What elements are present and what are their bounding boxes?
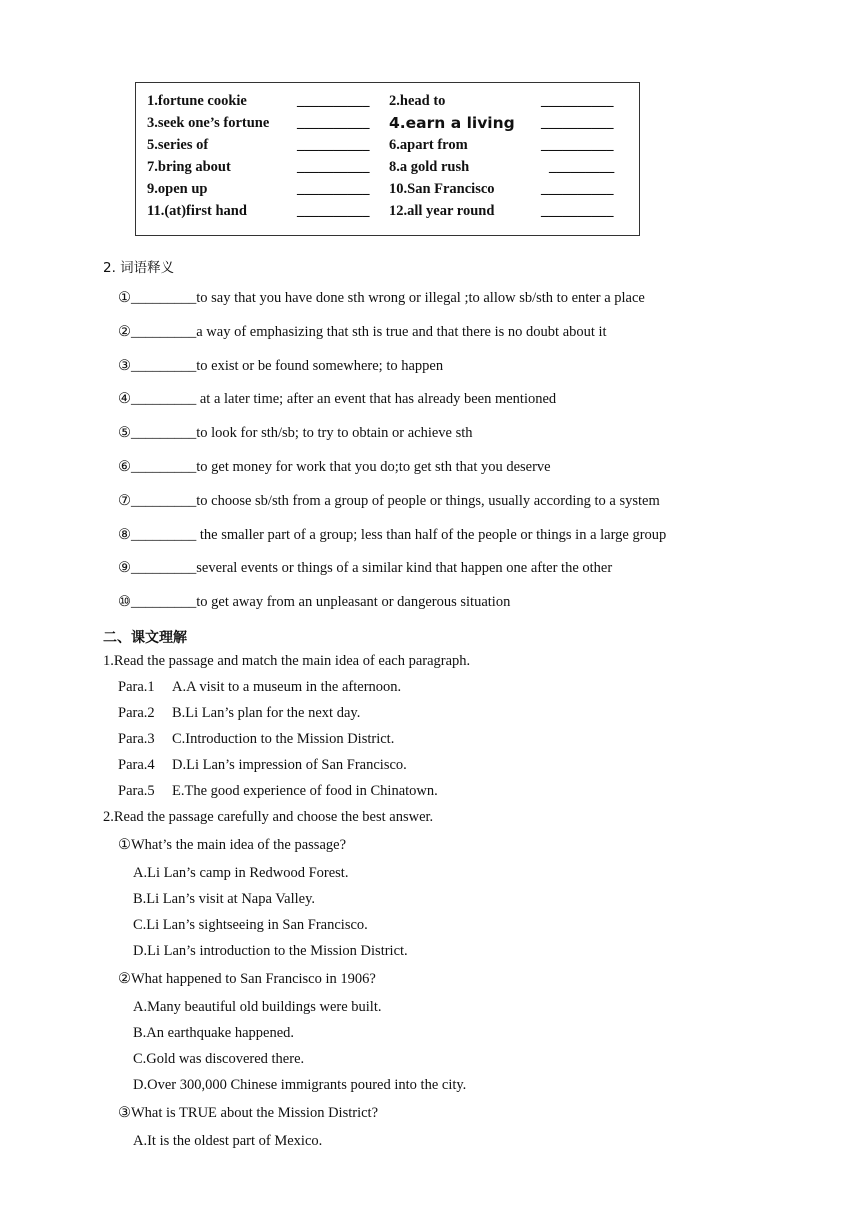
vocab-answer-blank: __________ bbox=[297, 181, 370, 197]
definition-number: ⑤ bbox=[118, 425, 131, 441]
vocab-term: 8.a gold rush bbox=[389, 159, 470, 175]
vocab-term: 1.fortune cookie bbox=[147, 93, 247, 109]
vocab-answer-blank: __________ bbox=[541, 115, 614, 131]
definition-item bbox=[118, 594, 510, 611]
question-prompt: 1.Read the passage and match the main idea of each paragraph. bbox=[103, 653, 471, 669]
para-match-row bbox=[118, 705, 518, 723]
para-idea: B.Li Lan’s plan for the next day. bbox=[172, 705, 361, 721]
definition-blank: _________ bbox=[131, 493, 197, 509]
para-label: Para.4 bbox=[118, 757, 155, 773]
definition-item bbox=[118, 527, 666, 544]
definition-blank: _________ bbox=[131, 459, 197, 475]
section-title: 2. 词语释义 bbox=[103, 260, 175, 276]
para-label: Para.3 bbox=[118, 731, 155, 747]
definition-number: ① bbox=[118, 290, 131, 306]
definition-item bbox=[118, 493, 660, 510]
definition-blank: _________ bbox=[131, 425, 197, 441]
definition-item bbox=[118, 425, 473, 442]
definition-item bbox=[118, 391, 556, 408]
para-match-row bbox=[118, 731, 518, 749]
definition-blank: _________ bbox=[131, 290, 197, 306]
definition-text: several events or things of a similar kind that happen one after the other bbox=[196, 560, 613, 576]
vocab-term: 10.San Francisco bbox=[389, 181, 495, 197]
vocab-row bbox=[136, 115, 639, 135]
answer-option: B.An earthquake happened. bbox=[133, 1025, 295, 1041]
answer-option: A.It is the oldest part of Mexico. bbox=[133, 1133, 323, 1149]
definition-item bbox=[118, 290, 645, 307]
vocab-row bbox=[136, 93, 639, 113]
vocab-term: 5.series of bbox=[147, 137, 209, 153]
definition-number: ⑧ bbox=[118, 527, 131, 543]
definition-item bbox=[118, 560, 612, 577]
definition-number: ⑩ bbox=[118, 594, 131, 610]
answer-option: C.Gold was discovered there. bbox=[133, 1051, 305, 1067]
definition-blank: _________ bbox=[131, 358, 197, 374]
vocab-answer-blank: __________ bbox=[297, 159, 370, 175]
para-idea: D.Li Lan’s impression of San Francisco. bbox=[172, 757, 407, 773]
vocab-term: 7.bring about bbox=[147, 159, 231, 175]
vocab-term: 12.all year round bbox=[389, 203, 495, 219]
vocabulary-table bbox=[135, 82, 640, 236]
definition-blank: _________ bbox=[131, 594, 197, 610]
vocab-answer-blank: __________ bbox=[297, 137, 370, 153]
para-match-row bbox=[118, 783, 518, 801]
definition-text: a way of emphasizing that sth is true and that there is no doubt about it bbox=[196, 324, 607, 340]
definition-item bbox=[118, 358, 443, 375]
question-text: ②What happened to San Francisco in 1906? bbox=[118, 971, 376, 987]
vocab-answer-blank: __________ bbox=[541, 181, 614, 197]
answer-option: A.Li Lan’s camp in Redwood Forest. bbox=[133, 865, 349, 881]
definition-number: ⑦ bbox=[118, 493, 131, 509]
definition-text: the smaller part of a group; less than half of the people or things in a large group bbox=[196, 527, 667, 543]
question-prompt: 2.Read the passage carefully and choose the best answer. bbox=[103, 809, 434, 825]
answer-option: A.Many beautiful old buildings were built. bbox=[133, 999, 382, 1015]
vocab-term: 3.seek one’s fortune bbox=[147, 115, 270, 131]
answer-option: D.Over 300,000 Chinese immigrants poured into the city. bbox=[133, 1077, 467, 1093]
para-idea: A.A visit to a museum in the afternoon. bbox=[172, 679, 402, 695]
vocab-row bbox=[136, 137, 639, 157]
definition-number: ④ bbox=[118, 391, 131, 407]
definition-number: ③ bbox=[118, 358, 131, 374]
vocab-answer-blank: __________ bbox=[541, 137, 614, 153]
definition-text: to choose sb/sth from a group of people or things, usually according to a system bbox=[196, 493, 660, 509]
definition-blank: _________ bbox=[131, 527, 197, 543]
definition-text: to get money for work that you do;to get sth that you deserve bbox=[196, 459, 551, 475]
question-text: ③What is TRUE about the Mission District? bbox=[118, 1105, 379, 1121]
vocab-answer-blank: __________ bbox=[297, 203, 370, 219]
vocab-term: 9.open up bbox=[147, 181, 208, 197]
definition-item bbox=[118, 459, 551, 476]
vocab-term: 2.head to bbox=[389, 93, 446, 109]
vocab-answer-blank: _________ bbox=[549, 159, 615, 175]
vocab-answer-blank: __________ bbox=[541, 203, 614, 219]
definition-number: ② bbox=[118, 324, 131, 340]
question-text: ①What’s the main idea of the passage? bbox=[118, 837, 346, 853]
para-match-row bbox=[118, 679, 518, 697]
definition-blank: _________ bbox=[131, 391, 197, 407]
definition-number: ⑥ bbox=[118, 459, 131, 475]
vocab-term: 6.apart from bbox=[389, 137, 468, 153]
vocab-term: 4.earn a living bbox=[389, 114, 515, 132]
vocab-row bbox=[136, 159, 639, 179]
definition-blank: _________ bbox=[131, 560, 197, 576]
para-label: Para.1 bbox=[118, 679, 155, 695]
answer-option: D.Li Lan’s introduction to the Mission District. bbox=[133, 943, 408, 959]
definition-text: to look for sth/sb; to try to obtain or achieve sth bbox=[196, 425, 473, 441]
para-idea: E.The good experience of food in Chinatown. bbox=[172, 783, 438, 799]
definition-text: to exist or be found somewhere; to happen bbox=[196, 358, 444, 374]
para-idea: C.Introduction to the Mission District. bbox=[172, 731, 395, 747]
para-match-row bbox=[118, 757, 518, 775]
answer-option: B.Li Lan’s visit at Napa Valley. bbox=[133, 891, 316, 907]
definition-item bbox=[118, 324, 607, 341]
definition-number: ⑨ bbox=[118, 560, 131, 576]
para-label: Para.2 bbox=[118, 705, 155, 721]
answer-option: C.Li Lan’s sightseeing in San Francisco. bbox=[133, 917, 368, 933]
definition-text: to say that you have done sth wrong or illegal ;to allow sb/sth to enter a place bbox=[196, 290, 645, 306]
vocab-answer-blank: __________ bbox=[297, 93, 370, 109]
vocab-term: 11.(at)first hand bbox=[147, 203, 247, 219]
para-label: Para.5 bbox=[118, 783, 155, 799]
vocab-answer-blank: __________ bbox=[541, 93, 614, 109]
part-heading: 二、课文理解 bbox=[103, 630, 187, 646]
definition-text: at a later time; after an event that has already been mentioned bbox=[196, 391, 557, 407]
definition-blank: _________ bbox=[131, 324, 197, 340]
vocab-answer-blank: __________ bbox=[297, 115, 370, 131]
definition-text: to get away from an unpleasant or dangerous situation bbox=[196, 594, 511, 610]
vocab-row bbox=[136, 181, 639, 201]
vocab-row bbox=[136, 203, 639, 223]
